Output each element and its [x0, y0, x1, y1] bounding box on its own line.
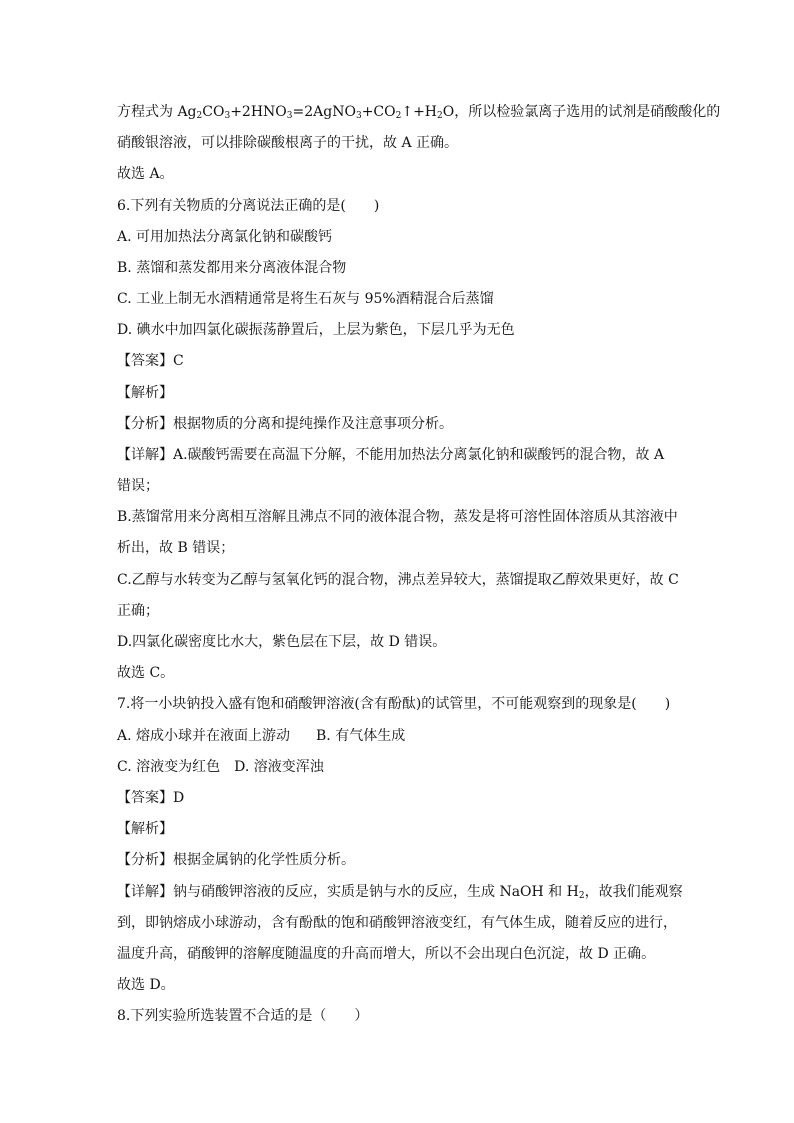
question-7-option-c: C. 溶液变为红色: [117, 759, 221, 775]
question-7-options-cd: [117, 757, 687, 777]
question-7-option-b: B. 有气体生成: [316, 728, 406, 744]
question-6-option-d: D. 碘水中加四氯化碳振荡静置后，上层为紫色，下层几乎为无色: [117, 322, 515, 338]
question-7-detail-3: 温度升高，硝酸钾的溶解度随温度的升高而增大，所以不会出现白色沉淀，故 D 正确。: [117, 946, 656, 962]
question-7-choose: 故选 D。: [117, 977, 175, 993]
question-7-answer: 【答案】D: [117, 790, 185, 806]
question-6-detail-4: 析出，故 B 错误；: [117, 540, 235, 556]
question-7-option-a: A. 熔成小球并在液面上游动: [117, 728, 291, 744]
question-6-detail-2: 错误；: [117, 478, 159, 494]
question-6-detail-3: B.蒸馏常用来分离相互溶解且沸点不同的液体混合物，蒸发是将可溶性固体溶质从其溶液中: [117, 509, 678, 525]
question-7-fenxi: 【分析】根据金属钠的化学性质分析。: [117, 852, 355, 868]
question-6-option-c: C. 工业上制无水酒精通常是将生石灰与 95%酒精混合后蒸馏: [117, 291, 494, 307]
question-6-detail-7: D.四氯化碳密度比水大，紫色层在下层，故 D 错误。: [117, 634, 447, 650]
question-6-detail-5: C.乙醇与水转变为乙醇与氢氧化钙的混合物，沸点差异较大，蒸馏提取乙醇效果更好，故 C: [117, 572, 679, 588]
question-7-option-d: D. 溶液变浑浊: [234, 759, 324, 775]
question-7-analysis-heading: 【解析】: [117, 821, 173, 837]
choice-conclusion: 故选 A。: [117, 166, 174, 182]
question-6-detail-1: 【详解】A.碳酸钙需要在高温下分解，不能用加热法分离氯化钠和碳酸钙的混合物，故 A: [117, 447, 665, 463]
question-7-stem: 7.将一小块钠投入盛有饱和硝酸钾溶液(含有酚酞)的试管里，不可能观察到的现象是( ): [117, 696, 671, 712]
explanation-line: 硝酸银溶液，可以排除碳酸根离子的干扰，故 A 正确。: [117, 135, 459, 151]
question-6-detail-6: 正确；: [117, 603, 159, 619]
question-6-fenxi: 【分析】根据物质的分离和提纯操作及注意事项分析。: [117, 416, 453, 432]
equation-line: 方程式为 $Ag_2CO_3+2HNO_3=2AgNO_3+CO_2↑+H_2O$，所以检验氯离子选用的试剂是硝酸酸化的: [117, 104, 721, 121]
question-6-analysis-heading: 【解析】: [117, 385, 173, 401]
question-8-stem: 8.下列实验所选装置不合适的是（ ）: [117, 1008, 369, 1024]
question-7-detail-1: 【详解】钠与硝酸钾溶液的反应，实质是钠与水的反应，生成 NaOH 和 $H_2$，故我们能观察: [117, 884, 683, 901]
question-6-option-a: A. 可用加热法分离氯化钠和碳酸钙: [117, 229, 333, 245]
question-6-option-b: B. 蒸馏和蒸发都用来分离液体混合物: [117, 260, 347, 276]
question-6-choose: 故选 C。: [117, 665, 175, 681]
question-6-answer: 【答案】C: [117, 353, 184, 369]
question-7-detail-2: 到，即钠熔成小球游动，含有酚酞的饱和硝酸钾溶液变红，有气体生成，随着反应的进行，: [117, 915, 677, 931]
question-7-options-ab: [117, 726, 687, 746]
question-6-stem: 6.下列有关物质的分离说法正确的是( ): [117, 198, 380, 214]
